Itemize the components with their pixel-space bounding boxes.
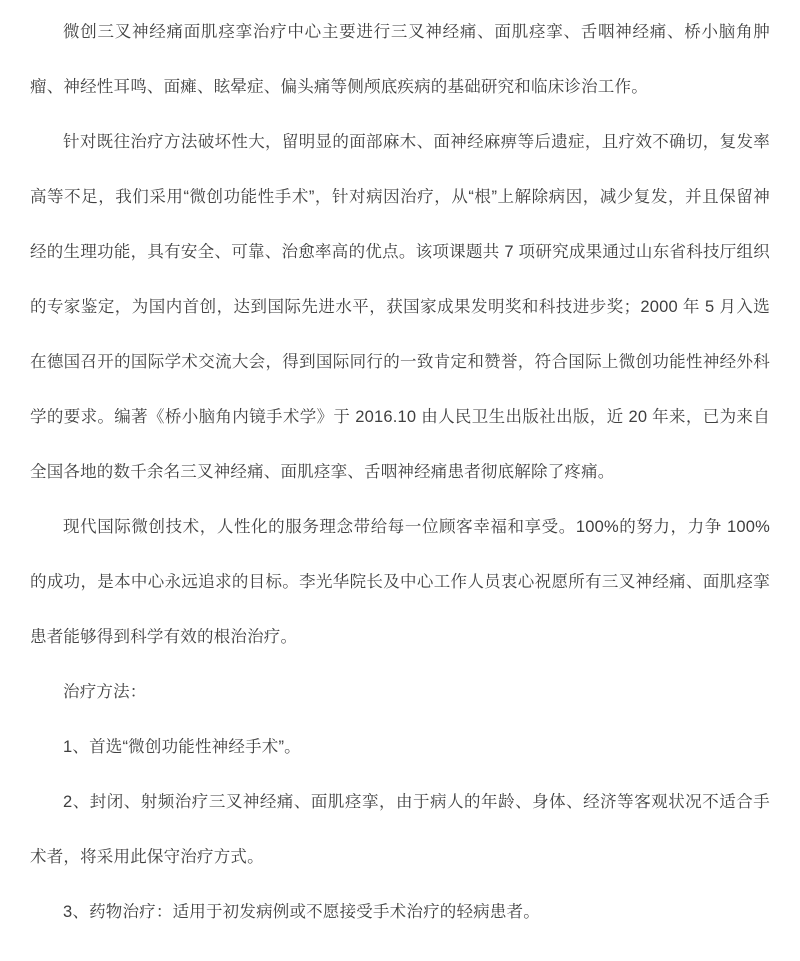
article-body <box>30 5 770 940</box>
paragraph-method-1: 1、首选“微创功能性神经手术”。 <box>63 738 301 756</box>
paragraph-method-3: 3、药物治疗：适用于初发病例或不愿接受手术治疗的轻病患者。 <box>63 903 540 921</box>
paragraph-treatment-advantages: 针对既往治疗方法破坏性大，留明显的面部麻木、面神经麻痹等后遗症，且疗效不确切，复发率高等不足，我们采用“微创功能性手术”，针对病因治疗，从“根”上解除病因，减少复发，并且保留神经的生理功能，具有安全、可靠、治愈率高的优点。该项课题共 7 项研究成果通过山东省科技厅组织的专家鉴定，为国内首创，达到国际先进水平，获国家成果发明奖和科技进步奖；2000 年 5 月入选在德国召开的国际学术交流大会，得到国际同行的一致肯定和赞誉，符合国际上微创功能性神经外科学的要求。编著《桥小脑角内镜手术学》于 2016.10 由人民卫生出版社出版，近 20 年来，已为来自全国各地的数千余名三叉神经痛、面肌痉挛、舌咽神经痛患者彻底解除了疼痛。 <box>30 133 770 481</box>
paragraph-intro: 微创三叉神经痛面肌痉挛治疗中心主要进行三叉神经痛、面肌痉挛、舌咽神经痛、桥小脑角肿瘤、神经性耳鸣、面瘫、眩晕症、偏头痛等侧颅底疾病的基础研究和临床诊治工作。 <box>30 23 770 96</box>
paragraph-service-philosophy: 现代国际微创技术，人性化的服务理念带给每一位顾客幸福和享受。100%的努力，力争 100%的成功，是本中心永远追求的目标。李光华院长及中心工作人员衷心祝愿所有三叉神经痛、面肌痉挛患者能够得到科学有效的根治治疗。 <box>30 518 770 646</box>
paragraph-methods-heading: 治疗方法： <box>63 683 147 701</box>
paragraph-method-2: 2、封闭、射频治疗三叉神经痛、面肌痉挛，由于病人的年龄、身体、经济等客观状况不适合手术者，将采用此保守治疗方式。 <box>30 793 770 866</box>
